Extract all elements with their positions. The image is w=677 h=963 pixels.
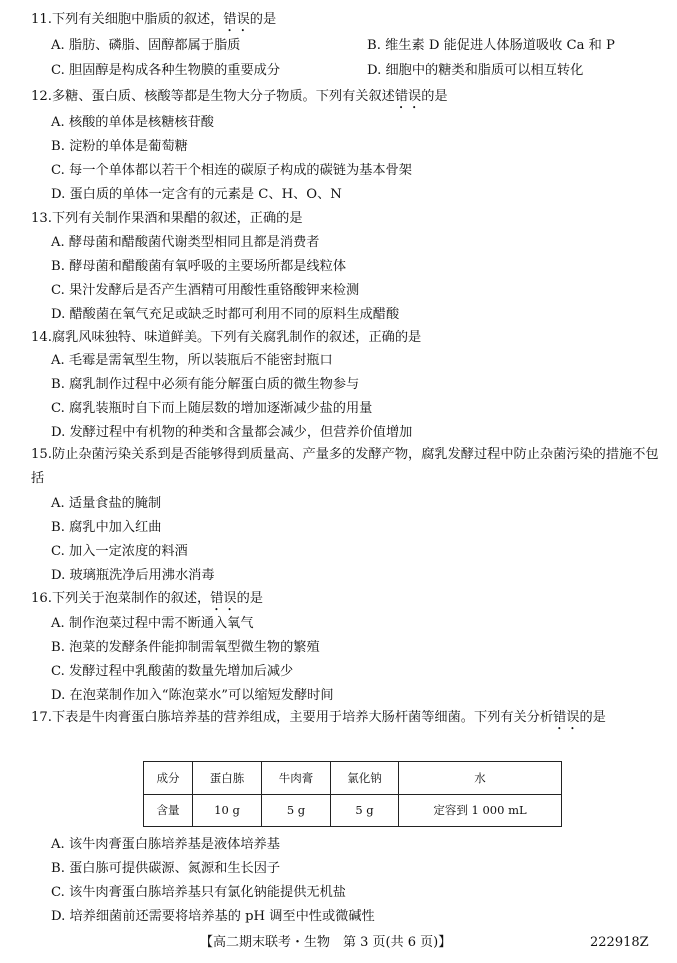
table-cell: 含量 [144, 794, 193, 827]
question-13-option-c: C. 果汁发酵后是否产生酒精可用酸性重铬酸钾来检测 [51, 283, 360, 298]
question-13-stem: 13.下列有关制作果酒和果醋的叙述，正确的是 [31, 211, 303, 226]
question-16-option-a: A. 制作泡菜过程中需不断通入氧气 [51, 616, 254, 631]
question-11-stem: 11.下列有关细胞中脂质的叙述，错误的是 [31, 12, 277, 27]
question-16-option-c: C. 发酵过程中乳酸菌的数量先增加后减少 [51, 664, 294, 679]
question-15-option-a: A. 适量食盐的腌制 [51, 496, 162, 511]
question-15-option-d: D. 玻璃瓶洗净后用沸水消毒 [51, 568, 215, 583]
question-12-option-d: D. 蛋白质的单体一定含有的元素是 C、H、O、N [51, 187, 342, 202]
table-cell: 5 g [331, 794, 399, 827]
question-15-option-c: C. 加入一定浓度的料酒 [51, 544, 188, 559]
question-16-option-d: D. 在泡菜制作加入“陈泡菜水”可以缩短发酵时间 [51, 688, 334, 703]
table-header-row [144, 762, 562, 795]
question-13-option-d: D. 醋酸菌在氧气充足或缺乏时都可利用不同的原料生成醋酸 [51, 307, 400, 322]
question-11-option-c: C. 胆固醇是构成各种生物膜的重要成分 [51, 63, 281, 78]
question-12-option-b: B. 淀粉的单体是葡萄糖 [51, 139, 188, 154]
question-15-option-b: B. 腐乳中加入红曲 [51, 520, 162, 535]
question-14-option-a: A. 毛霉是需氧型生物，所以装瓶后不能密封瓶口 [51, 353, 333, 368]
table-cell: 10 g [193, 794, 262, 827]
table-row [144, 794, 562, 827]
table-header-cell: 牛肉膏 [262, 762, 331, 795]
question-16-stem: 16.下列关于泡菜制作的叙述，错误的是 [31, 591, 263, 606]
page-footer-title: 【高二期末联考・生物 第 3 页(共 6 页)】 [200, 935, 452, 950]
table-header-cell: 成分 [144, 762, 193, 795]
question-17-option-c: C. 该牛肉膏蛋白胨培养基只有氯化钠能提供无机盐 [51, 885, 346, 900]
question-14-option-c: C. 腐乳装瓶时自下而上随层数的增加逐渐减少盐的用量 [51, 401, 373, 416]
nutrient-table [143, 761, 562, 827]
question-11-option-b: B. 维生素 D 能促进人体肠道吸收 Ca 和 P [367, 38, 615, 53]
question-11-option-d: D. 细胞中的糖类和脂质可以相互转化 [367, 63, 584, 78]
question-14-option-d: D. 发酵过程中有机物的种类和含量都会减少，但营养价值增加 [51, 425, 413, 440]
table-header-cell: 水 [399, 762, 562, 795]
question-11-option-a: A. 脂肪、磷脂、固醇都属于脂质 [51, 38, 241, 53]
question-17-option-d: D. 培养细菌前还需要将培养基的 pH 调至中性或微碱性 [51, 909, 375, 924]
page-footer-code: 222918Z [590, 935, 649, 950]
question-13-option-b: B. 酵母菌和醋酸菌有氧呼吸的主要场所都是线粒体 [51, 259, 347, 274]
table-cell: 5 g [262, 794, 331, 827]
question-12-option-c: C. 每一个单体都以若干个相连的碳原子构成的碳链为基本骨架 [51, 163, 412, 178]
question-14-option-b: B. 腐乳制作过程中必须有能分解蛋白质的微生物参与 [51, 377, 360, 392]
question-17-option-a: A. 该牛肉膏蛋白胨培养基是液体培养基 [51, 837, 280, 852]
question-12-option-a: A. 核酸的单体是核糖核苷酸 [51, 115, 214, 130]
question-17-stem: 17.下表是牛肉膏蛋白胨培养基的营养组成，主要用于培养大肠杆菌等细菌。下列有关分析错误的是 [31, 710, 606, 725]
question-16-option-b: B. 泡菜的发酵条件能抑制需氧型微生物的繁殖 [51, 640, 320, 655]
question-14-stem: 14.腐乳风味独特、味道鲜美。下列有关腐乳制作的叙述，正确的是 [31, 330, 422, 345]
table-header-cell: 蛋白胨 [193, 762, 262, 795]
question-17-option-b: B. 蛋白胨可提供碳源、氮源和生长因子 [51, 861, 281, 876]
question-13-option-a: A. 酵母菌和醋酸菌代谢类型相同且都是消费者 [51, 235, 320, 250]
question-12-stem: 12.多糖、蛋白质、核酸等都是生物大分子物质。下列有关叙述错误的是 [31, 89, 448, 104]
question-15-stem: 15.防止杂菌污染关系到是否能够得到质量高、产量多的发酵产物，腐乳发酵过程中防止杂菌污染的措施不包括 [31, 447, 659, 486]
table-header-cell: 氯化钠 [331, 762, 399, 795]
table-cell: 定容到 1 000 mL [399, 794, 562, 827]
